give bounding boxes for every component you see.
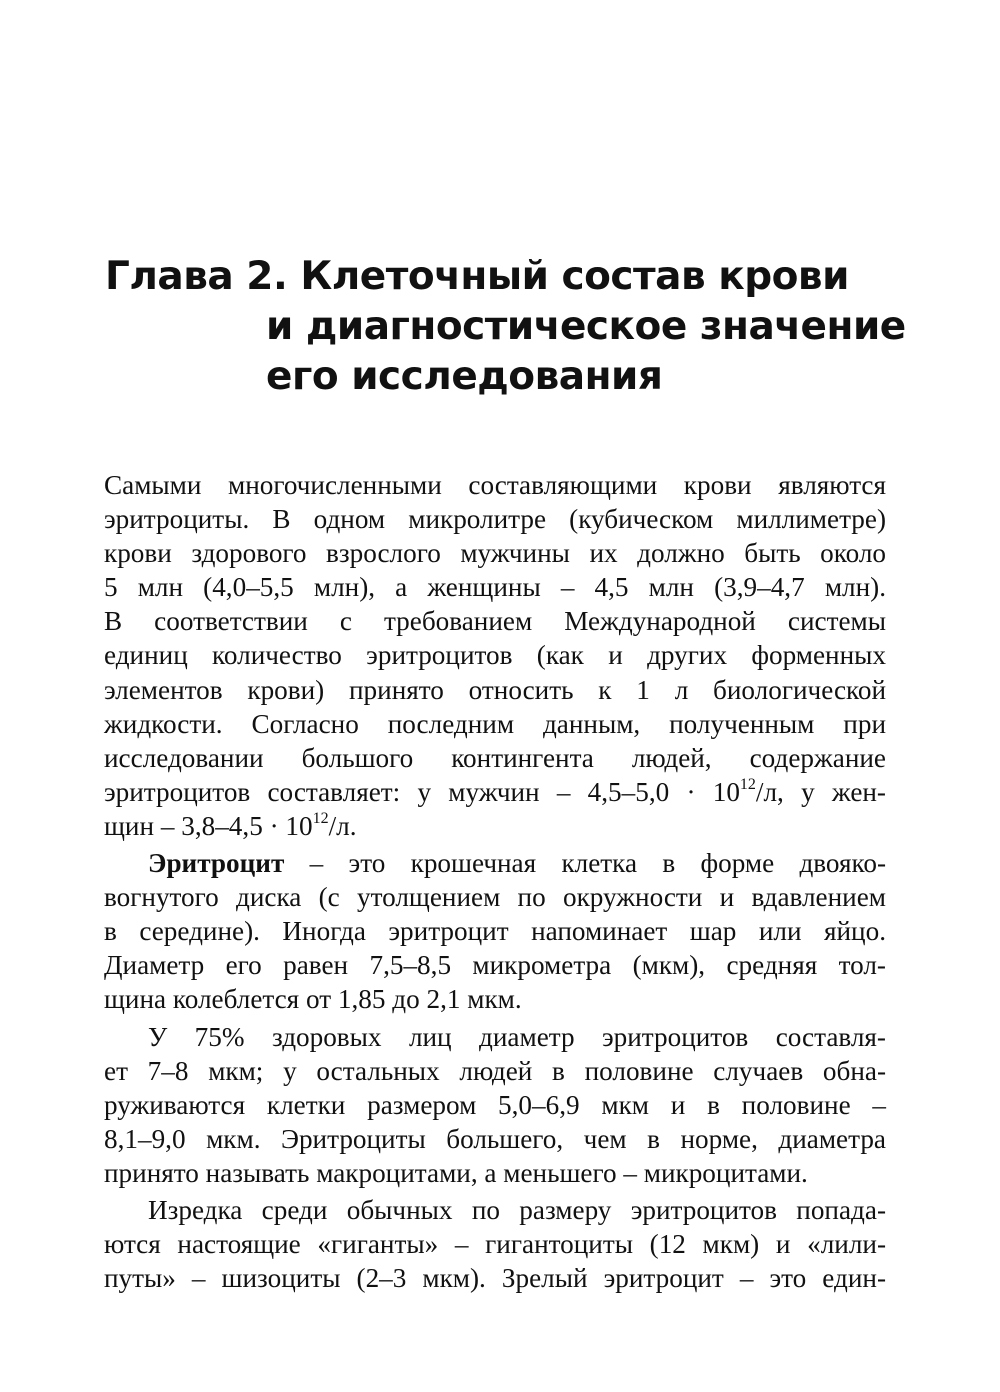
paragraph-3	[104, 1020, 886, 1190]
text-line: элементов крови) принято относить к 1 л биологической	[104, 674, 886, 705]
paragraph-4	[104, 1193, 886, 1295]
bold-term: Эритроцит	[148, 848, 285, 879]
text-line: 8,1–9,0 мкм. Эритроциты большего, чем в норме, диаметра	[104, 1123, 886, 1154]
text-line-with-superscript	[104, 775, 886, 809]
text-fragment: /л.	[328, 810, 357, 841]
text-line: путы» – шизоциты (2–3 мкм). Зрелый эритроцит – это един-	[104, 1263, 886, 1294]
text-line: жидкости. Согласно последним данным, полученным при	[104, 708, 886, 739]
text-line: У 75% здоровых лиц диаметр эритроцитов составля-	[148, 1021, 886, 1052]
chapter-heading-line-1: Глава 2. Клеточный состав крови	[105, 254, 849, 299]
text-line	[104, 846, 886, 880]
superscript: 12	[312, 809, 329, 827]
text-fragment: /л, у жен-	[755, 776, 886, 807]
text-fragment: эритроцитов составляет: у мужчин – 4,5–5,0 · 10	[104, 776, 740, 807]
text-fragment: щин – 3,8–4,5 · 10	[104, 810, 313, 841]
superscript: 12	[739, 775, 756, 793]
text-line: руживаются клетки размером 5,0–6,9 мкм и в половине –	[104, 1089, 886, 1120]
paragraph-2	[104, 846, 886, 1016]
paragraph-1	[104, 468, 886, 843]
text-line: исследовании большого контингента людей, содержание	[104, 742, 886, 773]
chapter-heading	[105, 252, 925, 402]
text-line: В соответствии с требованием Международной системы	[104, 606, 886, 637]
text-line: крови здорового взрослого мужчины их должно быть около	[104, 538, 886, 569]
chapter-heading-line-3: его исследования	[266, 354, 663, 399]
text-line: в середине). Иногда эритроцит напоминает шар или яйцо.	[104, 916, 886, 947]
body-text	[104, 468, 886, 1298]
text-line: ет 7–8 мкм; у остальных людей в половине случаев обна-	[104, 1055, 886, 1086]
text-line: Изредка среди обычных по размеру эритроцитов попада-	[148, 1194, 886, 1225]
text-line: щина колеблется от 1,85 до 2,1 мкм.	[104, 984, 522, 1015]
text-line-with-superscript	[104, 809, 886, 843]
text-line: вогнутого диска (с утолщением по окружности и вдавлением	[104, 882, 886, 913]
text-line: Самыми многочисленными составляющими крови являются	[104, 470, 886, 500]
text-line: 5 млн (4,0–5,5 млн), а женщины – 4,5 млн (3,9–4,7 млн).	[104, 572, 886, 603]
text-line: единиц количество эритроцитов (как и других форменных	[104, 640, 886, 671]
text-line: эритроциты. В одном микролитре (кубическом миллиметре)	[104, 504, 886, 535]
text-fragment: – это крошечная клетка в форме двояко-	[284, 848, 886, 879]
text-line: ются настоящие «гиганты» – гигантоциты (12 мкм) и «лили-	[104, 1229, 886, 1260]
chapter-heading-line-2: и диагностическое значение	[266, 304, 906, 349]
text-line: Диаметр его равен 7,5–8,5 микрометра (мкм), средняя тол-	[104, 950, 886, 981]
text-line: принято называть макроцитами, а меньшего – микроцитами.	[104, 1157, 808, 1188]
